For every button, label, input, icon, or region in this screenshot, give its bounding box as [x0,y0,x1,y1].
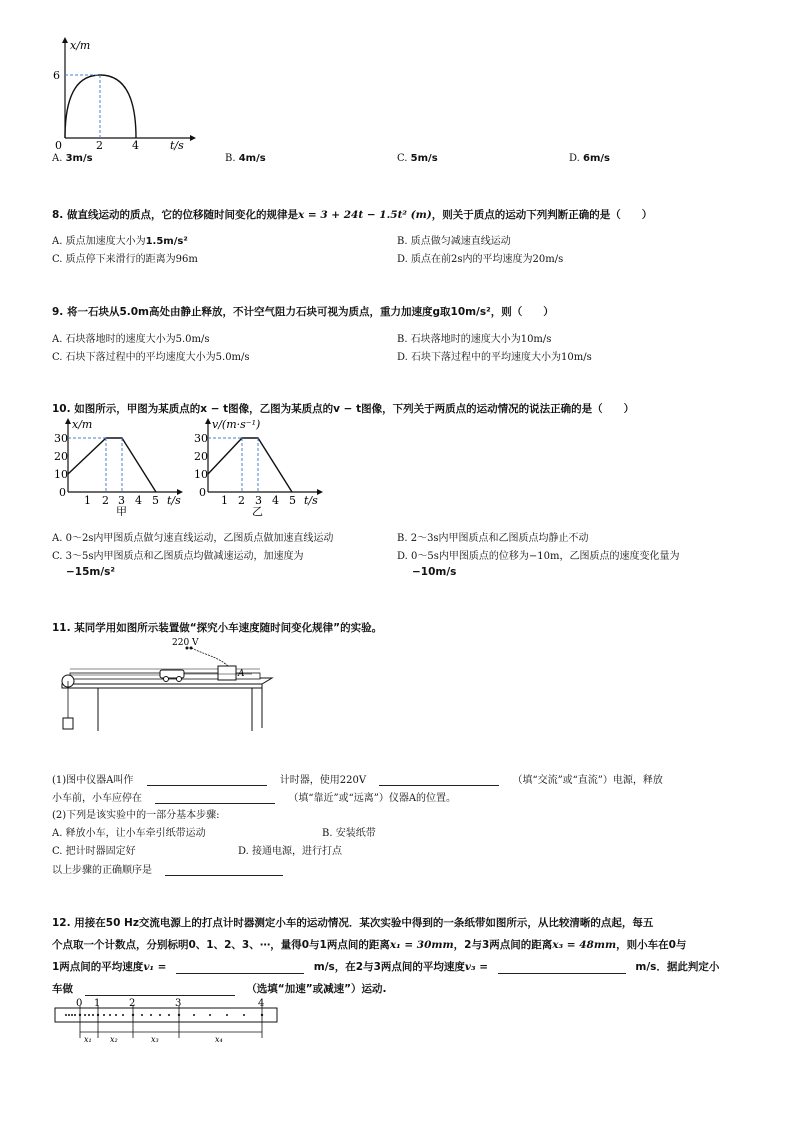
x-tick: 4 [135,494,142,507]
x-tick: 4 [272,494,279,507]
blank-motion-type[interactable] [85,984,235,996]
q8-option-b[interactable]: B. 质点做匀减速直线运动 [397,236,511,247]
top-xt-graph [50,35,200,153]
q11-step-b: B. 安装纸带 [322,828,376,839]
q11-apparatus-figure [52,636,282,736]
q9-option-a[interactable]: A. 石块落地时的速度大小为5.0m/s [52,334,210,345]
segment-x4: x₄ [215,1035,223,1044]
q10-option-b[interactable]: B. 2～3s内甲图质点和乙图质点均静止不动 [397,533,589,544]
x-tick: 1 [84,494,91,507]
tape-point-0: 0 [76,998,83,1009]
q11-part1-line2: 小车前，小车应停在 （填“靠近”或“远离”）仪器A的位置。 [52,793,457,804]
q11-part1-line1: (1)图中仪器A叫作 计时器，使用220V （填“交流”或“直流”）电源，释放 [52,775,663,786]
q7-option-c[interactable]: C. 5m/s [397,153,438,164]
blank-power-type[interactable] [379,774,499,786]
x-tick: 5 [289,494,296,507]
tape-point-3: 3 [175,998,182,1009]
blank-timer-type[interactable] [147,774,267,786]
y-tick: 20 [194,450,208,463]
blank-v3[interactable] [498,962,626,974]
tape-point-1: 1 [94,998,101,1009]
x-axis-label: t/s [170,139,184,152]
label-a: A [238,669,245,679]
q8-option-c[interactable]: C. 质点停下来滑行的距离为96m [52,254,198,265]
tape-point-2: 2 [129,998,136,1009]
q12-line3: 1两点间的平均速度v₁ = m/s，在2与3两点间的平均速度v₃ = m/s．据此判定小 [52,961,720,973]
q12-line2: 个点取一个计数点，分别标明0、1、2、3、⋯，量得0与1两点间的距离x₁ = 30mm，2与3两点间的距离x₃ = 48mm，则小车在0与 [52,939,687,951]
x-tick: 2 [102,494,109,507]
q11-step-a: A. 释放小车，让小车牵引纸带运动 [52,828,206,839]
segment-x1: x₁ [84,1035,92,1044]
q8-stem: 8. 做直线运动的质点，它的位移随时间变化的规律是x = 3 + 24t − 1.5t² (m)，则关于质点的运动下列判断正确的是（ ） [52,209,653,221]
y-tick: 30 [194,432,208,445]
tick-2: 2 [96,139,103,152]
tick-0: 0 [55,139,62,152]
voltage-label: 220 V [172,638,199,648]
y-axis-label: x/m [70,39,91,52]
x-tick: 3 [118,494,125,507]
graph-caption: 甲 [116,505,127,516]
q8-option-a[interactable]: A. 质点加速度大小为1.5m/s² [52,236,188,247]
q9-option-b[interactable]: B. 石块落地时的速度大小为10m/s [397,334,552,345]
y-tick: 10 [194,468,208,481]
q11-step-c: C. 把计时器固定好 [52,846,136,857]
q12-line1: 12. 用接在50 Hz交流电源上的打点计时器测定小车的运动情况．某次实验中得到的一条纸带如图所示，从比较清晰的点起，每五 [52,917,654,929]
x-axis-label: t/s [167,494,181,507]
q7-option-d[interactable]: D. 6m/s [569,153,611,164]
q9-stem: 9. 将一石块从5.0m高处由静止释放，不计空气阻力石块可视为质点，重力加速度g取10m/s²，则（ ） [52,306,554,318]
q7-option-a[interactable]: A. 3m/s [52,153,93,164]
tape-point-4: 4 [258,998,265,1009]
x-tick: 2 [238,494,245,507]
tick-6: 6 [53,69,60,82]
q11-stem: 11. 某同学用如图所示装置做“探究小车速度随时间变化规律”的实验。 [52,622,383,634]
segment-x3: x₃ [151,1035,159,1044]
y-axis-label: x/m [72,418,93,431]
q9-option-c[interactable]: C. 石块下落过程中的平均速度大小为5.0m/s [52,352,250,363]
q11-part2: (2)下列是该实验中的一部分基本步骤: [52,810,220,821]
q8-option-d[interactable]: D. 质点在前2s内的平均速度为20m/s [397,254,564,265]
q9-option-d[interactable]: D. 石块下落过程中的平均速度大小为10m/s [397,352,592,363]
y-tick: 10 [54,468,68,481]
q10-graph-jia [52,416,192,516]
x-tick: 3 [255,494,262,507]
y-tick: 30 [54,432,68,445]
y-tick: 0 [59,486,66,499]
q10-option-d[interactable]: D. 0～5s内甲图质点的位移为−10m，乙图质点的速度变化量为 [397,551,680,562]
segment-x2: x₂ [110,1035,118,1044]
q10-option-d-value: −10m/s [412,566,457,578]
blank-step-order[interactable] [165,864,283,876]
y-axis-label: v/(m·s⁻¹) [212,418,261,431]
x-tick: 5 [152,494,159,507]
q10-stem: 10. 如图所示，甲图为某质点的x − t图像，乙图为某质点的v − t图像，下列关于两质点的运动情况的说法正确的是（ ） [52,403,635,415]
q12-paper-tape [52,998,282,1044]
q11-step-d: D. 接通电源，进行打点 [238,846,343,857]
y-tick: 20 [54,450,68,463]
q7-option-b[interactable]: B. 4m/s [225,153,266,164]
x-tick: 1 [221,494,228,507]
blank-v1[interactable] [176,962,304,974]
blank-near-far[interactable] [155,792,275,804]
q12-line4: 车做 （选填“加速”或减速”）运动. [52,983,387,995]
q10-graph-yi [192,416,332,516]
y-tick: 0 [199,486,206,499]
tick-4: 4 [132,139,139,152]
q10-option-c-value: −15m/s² [66,566,116,578]
q11-order: 以上步骤的正确顺序是 [52,861,283,876]
q10-option-a[interactable]: A. 0～2s内甲图质点做匀速直线运动，乙图质点做加速直线运动 [52,533,334,544]
graph-caption: 乙 [252,505,263,516]
x-axis-label: t/s [304,494,318,507]
q10-option-c[interactable]: C. 3～5s内甲图质点和乙图质点均做减速运动，加速度为 [52,551,304,562]
